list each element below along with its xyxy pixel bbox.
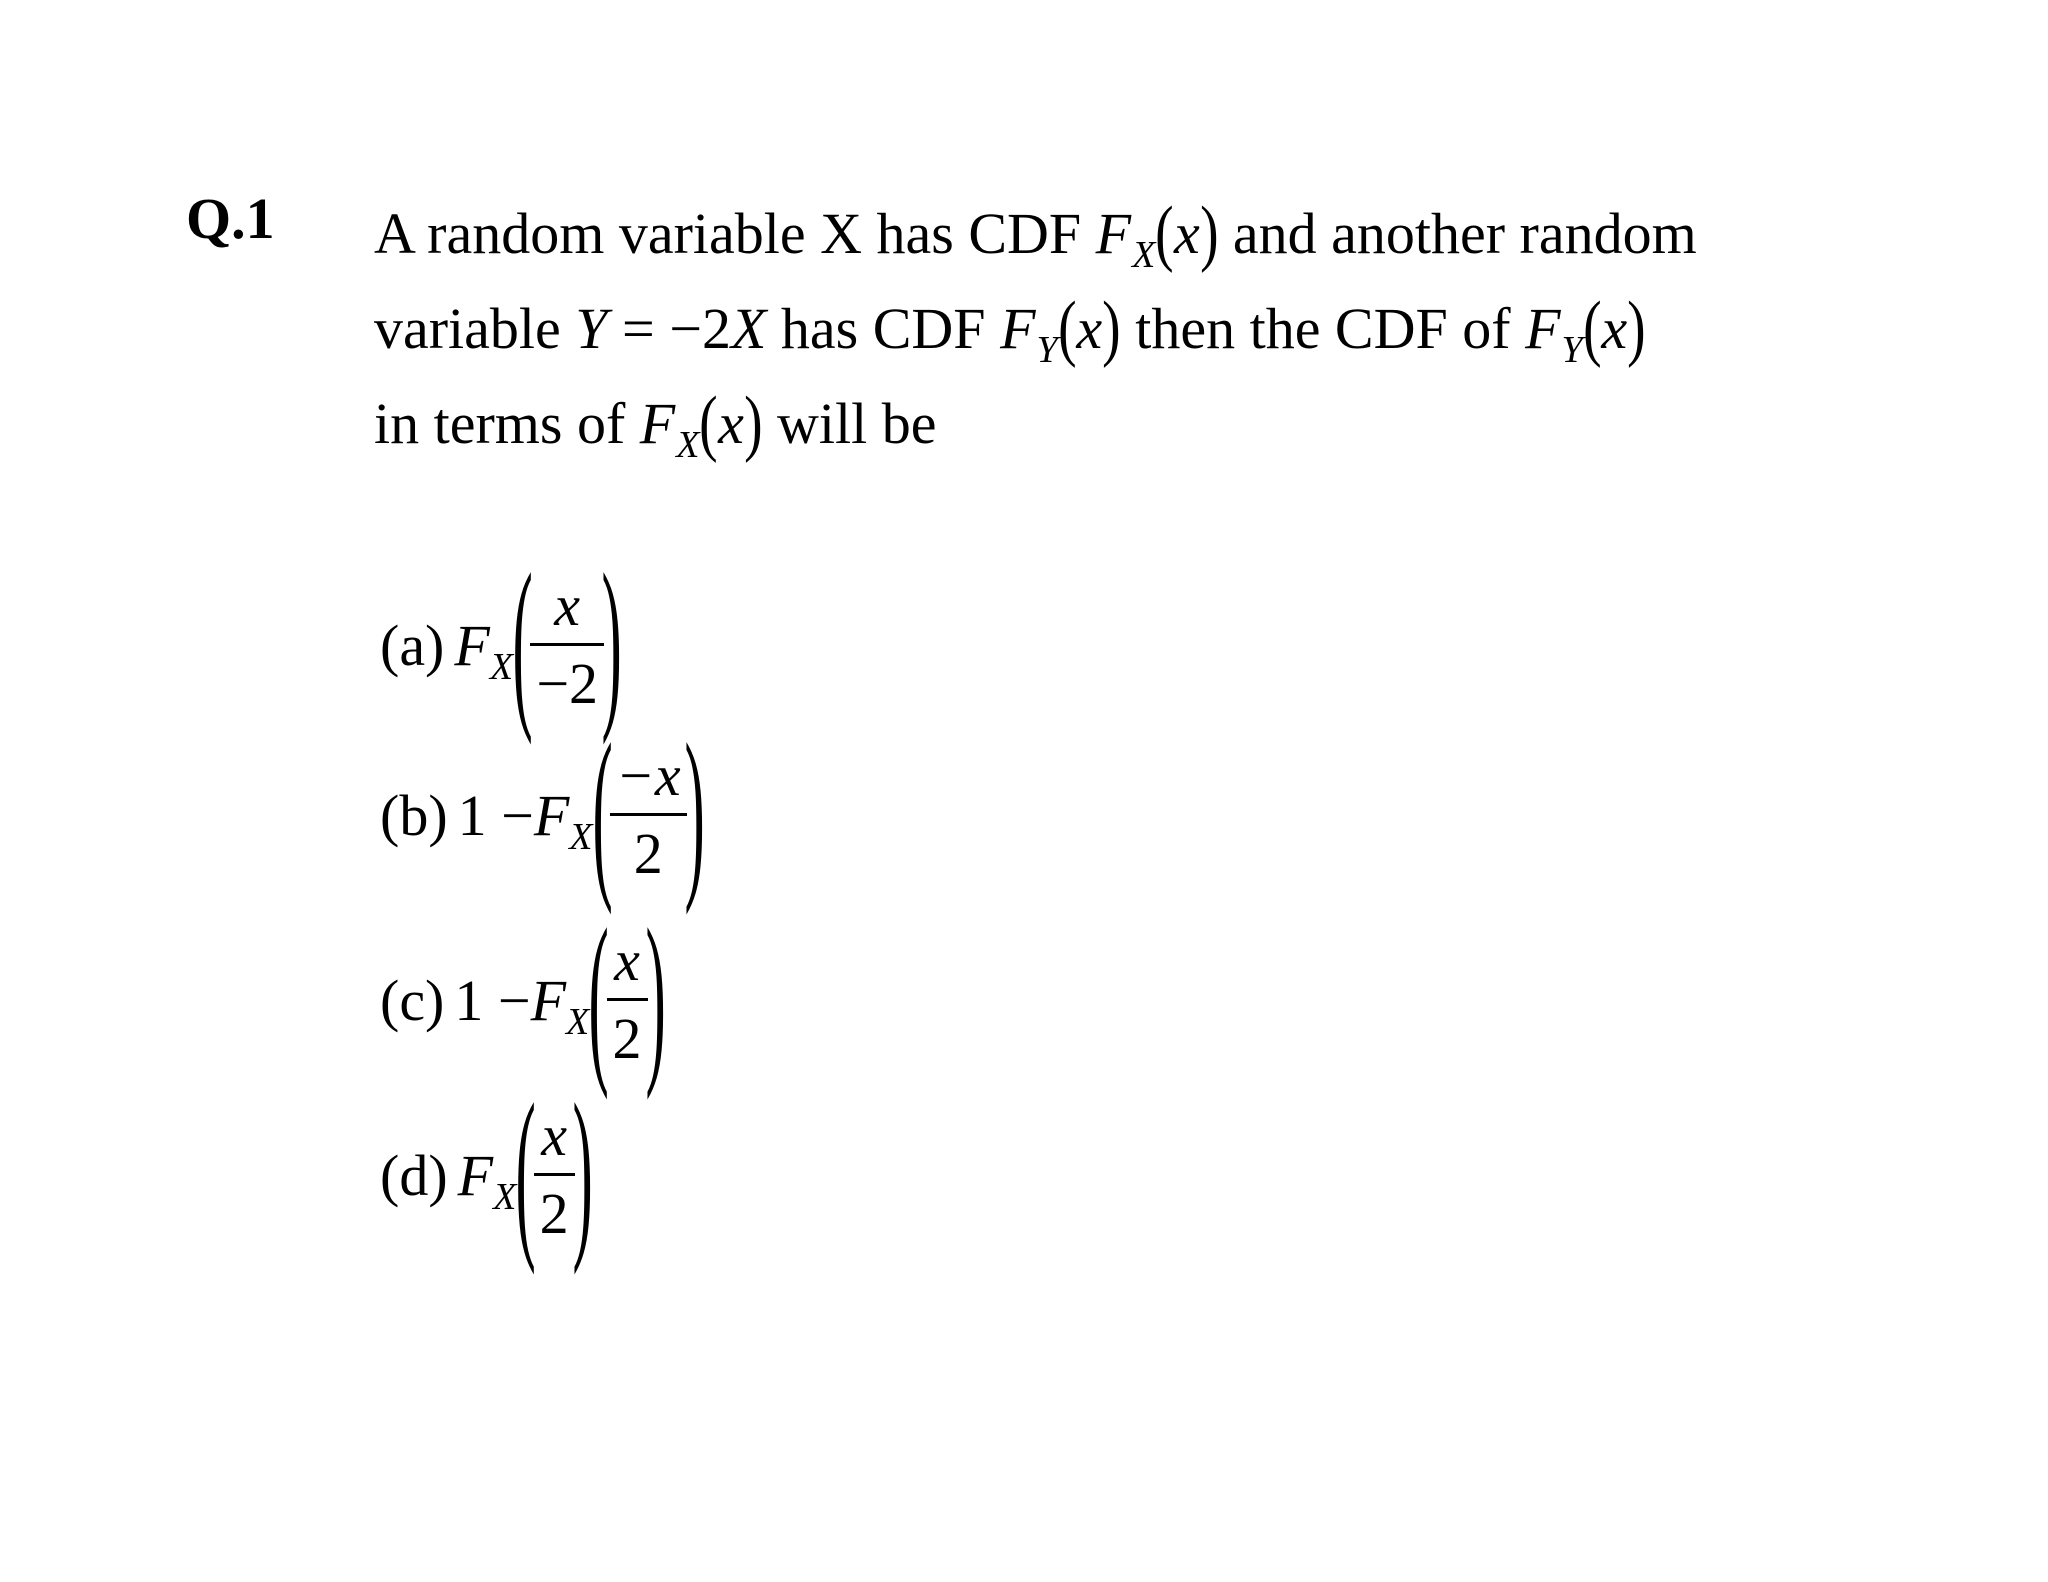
- left-paren: (: [515, 1066, 537, 1276]
- option-subscript: X: [569, 816, 593, 858]
- question-text: A random variable X has CDF: [374, 201, 1096, 266]
- fraction-numerator: x: [614, 927, 640, 993]
- option-function: F: [533, 782, 570, 848]
- question-line-2: [374, 287, 1646, 371]
- option-function: F: [454, 612, 490, 678]
- option-fraction: [534, 1102, 575, 1246]
- left-paren: (: [592, 706, 613, 916]
- option-label: (b): [380, 782, 448, 848]
- option-fraction: [610, 742, 687, 886]
- question-line-1: [374, 192, 1697, 276]
- option-b[interactable]: [380, 706, 705, 916]
- fraction-denominator: 2: [633, 820, 663, 886]
- option-function: F: [530, 967, 567, 1033]
- math-y-equals-minus-2x: Y = −2X: [575, 296, 767, 361]
- option-subscript: X: [489, 646, 514, 688]
- question-text: variable: [374, 296, 576, 361]
- option-label: (c): [380, 967, 445, 1033]
- option-c[interactable]: [380, 891, 666, 1101]
- option-prefix: 1 −: [457, 782, 534, 848]
- question-text: will be: [762, 391, 937, 456]
- fraction-bar: [607, 998, 648, 1001]
- option-a[interactable]: [380, 536, 622, 746]
- math-fx-of-x: $F_X(x)$: [639, 382, 763, 466]
- question-text: and another random: [1218, 201, 1697, 266]
- question-text: in terms of: [374, 391, 640, 456]
- fraction-denominator: −2: [536, 650, 599, 716]
- right-paren: ): [601, 536, 622, 746]
- question-number: Q.1: [186, 186, 275, 251]
- option-function: F: [457, 1142, 494, 1208]
- question-text: has CDF: [766, 296, 1001, 361]
- question-line-3: [374, 382, 937, 466]
- option-fraction: [530, 572, 604, 716]
- fraction-denominator: 2: [612, 1005, 642, 1071]
- option-fraction: [607, 927, 648, 1071]
- option-subscript: X: [493, 1176, 517, 1218]
- math-fy-of-x: $F_Y(x)$: [1525, 287, 1646, 371]
- math-fy-of-x: $F_Y(x)$: [1000, 287, 1121, 371]
- left-paren: (: [512, 536, 533, 746]
- question-text: then the CDF of: [1120, 296, 1526, 361]
- fraction-bar: [610, 813, 687, 816]
- fraction-numerator: x: [541, 1102, 567, 1168]
- option-subscript: X: [566, 1001, 590, 1043]
- math-fx-of-x: $F_X(x)$: [1095, 192, 1219, 276]
- option-label: (d): [380, 1142, 448, 1208]
- option-d[interactable]: [380, 1066, 593, 1276]
- fraction-bar: [530, 643, 604, 646]
- fraction-denominator: 2: [539, 1180, 569, 1246]
- right-paren: ): [572, 1066, 593, 1276]
- fraction-numerator: −x: [615, 742, 681, 808]
- option-label: (a): [380, 612, 445, 678]
- right-paren: ): [684, 706, 705, 916]
- option-prefix: 1 −: [454, 967, 531, 1033]
- fraction-bar: [534, 1173, 575, 1176]
- left-paren: (: [588, 891, 610, 1101]
- fraction-numerator: x: [554, 572, 581, 638]
- right-paren: ): [645, 891, 666, 1101]
